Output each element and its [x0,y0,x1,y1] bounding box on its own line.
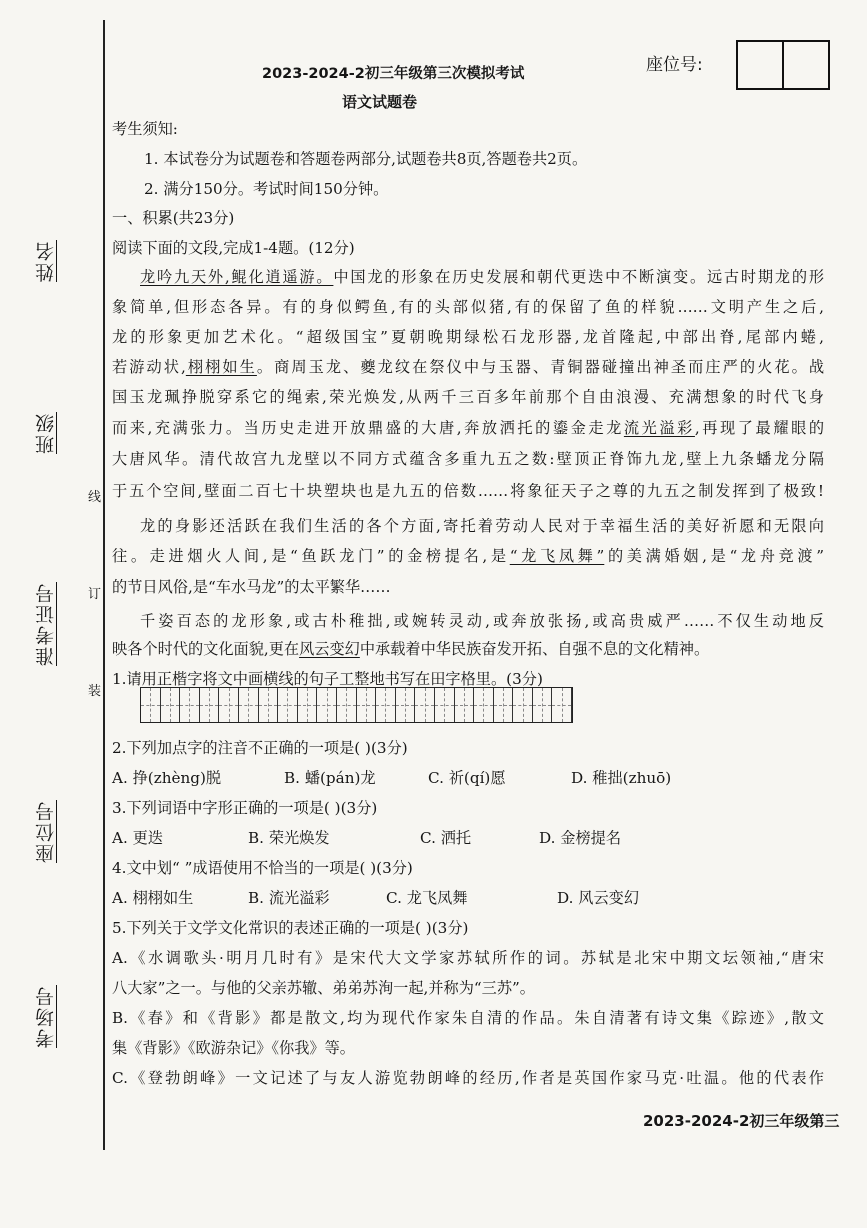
q4-option-d[interactable]: D. 风云变幻 [557,889,640,907]
passage-line: 的节日风俗,是“车水马龙”的太平繁华…… [112,578,391,596]
notice-item: 2. 满分150分。考试时间150分钟。 [144,180,389,198]
binding-mark-bind: 装 [88,684,102,699]
grid-cell[interactable] [200,688,220,722]
q5-option-a-cont: 八大家”之一。与他的父亲苏辙、弟弟苏洵一起,并称为“三苏”。 [112,979,535,997]
q3-option-b[interactable]: B. 荣光焕发 [248,829,330,847]
passage-line: 映各个时代的文化面貌,更在风云变幻中承载着中华民族奋发开拓、自强不息的文化精神。 [112,640,710,658]
q4-option-c[interactable]: C. 龙飞凤舞 [386,889,468,907]
grid-cell[interactable] [376,688,396,722]
paper-subtitle: 语文试题卷 [342,93,418,111]
q3-option-c[interactable]: C. 洒托 [420,829,472,847]
sidebar-exam-number-label: 准考证号 [35,582,57,666]
grid-cell[interactable] [415,688,435,722]
question-3: 3.下列词语中字形正确的一项是( )(3分) [112,799,378,817]
binding-mark-line: 线 [88,490,102,505]
q2-option-a[interactable]: A. 挣(zhèng)脱 [112,769,222,787]
q2-option-c[interactable]: C. 祈(qí)愿 [428,769,506,787]
passage-line: 而来,充满张力。当历史走进开放鼎盛的大唐,奔放洒托的鎏金走龙流光溢彩,再现了最耀眼的 [112,419,825,437]
notice-item: 1. 本试卷分为试题卷和答题卷两部分,试题卷共8页,答题卷共2页。 [144,150,588,168]
passage-line: 千姿百态的龙形象,或古朴稚拙,或婉转灵动,或奔放张扬,或高贵威严……不仅生动地反 [140,612,824,630]
grid-cell[interactable] [494,688,514,722]
sidebar-name-label: 姓名 [35,240,57,282]
q5-option-a[interactable]: A.《水调歌头·明月几时有》是宋代大文学家苏轼所作的词。苏轼是北宋中期文坛领袖,“唐宋 [112,949,824,967]
q3-option-d[interactable]: D. 金榜提名 [539,829,622,847]
grid-cell[interactable] [396,688,416,722]
grid-cell[interactable] [219,688,239,722]
passage-line: 龙的形象更加艺术化。“超级国宝”夏朝晚期绿松石龙形器,龙首隆起,中部出脊,尾部内蜷, [112,328,824,346]
passage-line: 于五个空间,壁面二百七十块塑块也是九五的倍数……将象征天子之尊的九五之制发挥到了极致! [112,482,824,500]
question-5: 5.下列关于文学文化常识的表述正确的一项是( )(3分) [112,919,469,937]
grid-cell[interactable] [259,688,279,722]
question-1: 1.请用正楷字将文中画横线的句子工整地书写在田字格里。(3分) [112,670,543,688]
underlined-idiom: 风云变幻 [299,640,360,658]
section-instruction: 阅读下面的文段,完成1-4题。(12分) [112,239,355,257]
q2-option-d[interactable]: D. 稚拙(zhuō) [571,769,672,787]
underlined-idiom: “龙飞凤舞” [509,547,605,565]
grid-cell[interactable] [161,688,181,722]
section-title: 一、积累(共23分) [112,209,235,227]
grid-cell[interactable] [141,688,161,722]
grid-cell[interactable] [435,688,455,722]
exam-title: 2023-2024-2初三年级第三次模拟考试 [262,66,525,82]
q5-option-b-cont: 集《背影》《欧游杂记》《你我》等。 [112,1039,355,1057]
binding-mark-stitch: 订 [88,587,102,602]
q5-option-c[interactable]: C.《登勃朗峰》一文记述了与友人游览勃朗峰的经历,作者是英国作家马克·吐温。他的代表作 [112,1069,824,1087]
passage-line: 若游动状,栩栩如生。商周玉龙、夔龙纹在祭仪中与玉器、青铜器碰撞出神圣而庄严的火花。战 [112,358,825,376]
underlined-idiom: 流光溢彩 [623,419,695,437]
question-2: 2.下列加点字的注音不正确的一项是( )(3分) [112,739,408,757]
page-footer: 2023-2024-2初三年级第三 [643,1112,840,1130]
q5-option-b[interactable]: B.《春》和《背影》都是散文,均为现代作家朱自清的作品。朱自清著有诗文集《踪迹》,散文 [112,1009,824,1027]
seat-box-2[interactable] [782,40,830,90]
notice-title: 考生须知: [112,120,178,138]
q3-option-a[interactable]: A. 更迭 [112,829,163,847]
grid-cell[interactable] [552,688,572,722]
grid-cell[interactable] [317,688,337,722]
passage-line: 往。走进烟火人间,是“鱼跃龙门”的金榜提名,是“龙飞凤舞”的美满婚姻,是“龙舟竞渡” [112,547,825,565]
passage-line: 大唐风华。清代故宫九龙壁以不同方式蕴含多重九五之数:壁顶正脊饰九龙,壁上九条蟠龙分隔 [112,450,824,468]
sidebar-seat-label: 座位号 [35,800,57,863]
grid-cell[interactable] [513,688,533,722]
sidebar-class-label: 班级 [35,412,57,454]
question-4: 4.文中划“ ”成语使用不恰当的一项是( )(3分) [112,859,413,877]
passage-line: 龙的身影还活跃在我们生活的各个方面,寄托着劳动人民对于幸福生活的美好祈愿和无限向 [140,517,824,535]
seat-number-label: 座位号: [646,55,703,75]
grid-cell[interactable] [337,688,357,722]
passage-line: 象简单,但形态各异。有的身似鳄鱼,有的头部似猪,有的保留了鱼的样貌……文明产生之后, [112,298,824,316]
sidebar-room-label: 考场号 [35,985,57,1048]
grid-cell[interactable] [357,688,377,722]
grid-cell[interactable] [298,688,318,722]
grid-cell[interactable] [239,688,259,722]
grid-cell[interactable] [474,688,494,722]
passage-line: 龙吟九天外,鲲化逍遥游。中国龙的形象在历史发展和朝代更迭中不断演变。远古时期龙的形 [140,268,825,286]
grid-cell[interactable] [455,688,475,722]
grid-cell[interactable] [533,688,553,722]
q4-option-b[interactable]: B. 流光溢彩 [248,889,330,907]
grid-cell[interactable] [278,688,298,722]
seat-box-1[interactable] [736,40,784,90]
grid-cell[interactable] [180,688,200,722]
tianzige-grid[interactable] [140,687,573,723]
underlined-idiom: 栩栩如生 [185,358,257,376]
q2-option-b[interactable]: B. 蟠(pán)龙 [284,769,376,787]
passage-line: 国玉龙珮挣脱穿系它的绳索,荣光焕发,从两千三百多年前那个自由浪漫、充满想象的时代飞身 [112,388,824,406]
binding-line [103,20,105,1150]
q4-option-a[interactable]: A. 栩栩如生 [112,889,194,907]
underlined-sentence: 龙吟九天外,鲲化逍遥游。 [140,268,334,286]
